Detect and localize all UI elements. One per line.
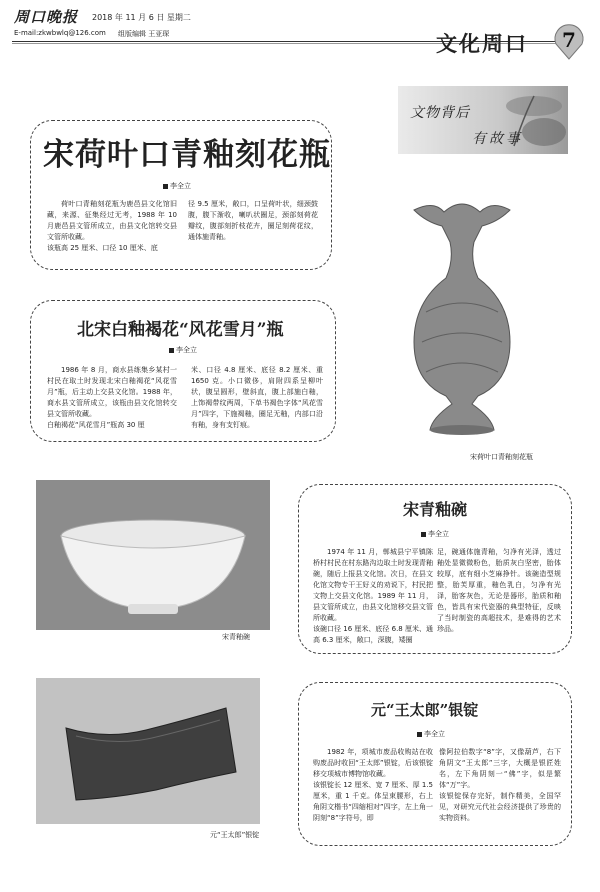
article-column-2: 像阿拉伯数字“8”字，又像葫芦，右下角阴文“王太郎”三字，大概是银匠姓名，左下角阴刻一“佛”字，似是繁体“万”字。 该银锭保存完好，制作精美，全国罕见，对研究元代社会经济提供了珍贵的实物资料。 xyxy=(439,748,561,822)
issue-date: 2018 年 11 月 6 日 星期二 xyxy=(92,13,191,22)
column-banner xyxy=(398,86,568,154)
byline-square-icon xyxy=(417,732,422,737)
section-title: 文化周口 xyxy=(436,31,528,56)
article-column-2: 米、口径 4.8 厘米、底径 8.2 厘米、重 1650 克。小口微侈，肩附四系呈柳叶状，腹呈圆形，壁斜直，腹上部施白釉，上饰褐带纹两周，下单书褐色字体“风花雪月”四字，下施褐釉，圈足无釉，内部口沿有釉，身有支钉痕。 xyxy=(191,366,323,429)
author-name: 李全立 xyxy=(428,530,449,538)
vase-caption: 宋荷叶口青釉刻花瓶 xyxy=(470,453,533,461)
article-title: 元“王太郎”银锭 xyxy=(371,701,479,719)
article-column-2: 足，碗通体施青釉，匀净有光泽，透过釉处显微微粉色，胎质灰白坚密，胎体较厚，底有细小芝麻挣针。该碗造型规整，胎芙厚重，釉色乳白，匀净有光泽，胎客灰色，无论是器形，胎质和釉色，皆具有宋代瓷器的典型特征，反映了当时制瓷的高超技术，是难得的艺术珍品。 xyxy=(437,548,561,633)
author-name: 李全立 xyxy=(170,182,191,190)
article-byline xyxy=(417,729,445,739)
byline-square-icon xyxy=(421,532,426,537)
article-column-1: 1986 年 8 月，商水县练集乡某村一村民在取土时发现北宋白釉褐花“风花雪月”瓶，后主动上交县文化馆。1988 年，商水县文管所成立，该瓶由县文化馆转交县文管所收藏。 白釉褐花“风花雪月”瓶高 30 厘 xyxy=(47,366,177,429)
article-column-1: 荷叶口青釉刻花瓶为鹿邑县文化馆旧藏，来源、征集经过无考，1988 年 10 月鹿邑县文管所成立，由县文化馆转交县文管所收藏。 该瓶高 25 厘米、口径 10 厘米、底 xyxy=(47,200,177,252)
article-title: 宋荷叶口青釉刻花瓶 xyxy=(43,137,331,173)
bowl-photo xyxy=(36,480,270,630)
byline-square-icon xyxy=(163,184,168,189)
article-byline xyxy=(163,181,191,191)
article-title: 宋青釉碗 xyxy=(403,500,468,519)
article-column-1: 1982 年，项城市废品收购站在收购废品时收回“王太郎”银锭，后该银锭移交项城市博物馆收藏。 该银锭长 12 厘米、宽 7 厘米、厚 1.5 厘米，重 1 千克。体呈束腰形，右上角阴文楷书“四缩相对”四字，左上角一阴刻“8”字符号，即 xyxy=(313,748,433,822)
author-name: 李全立 xyxy=(176,346,197,354)
editor-credit: 组版编辑 王亚琛 xyxy=(118,30,170,38)
article-byline xyxy=(421,529,449,539)
article-column-2: 径 9.5 厘米，敞口，口呈荷叶状，细颈鼓腹，腹下渐收，喇叭状圈足，颈部刻荷花瓣纹，腹部刻折枝花卉，圈足刻荷花纹，通体施青釉。 xyxy=(188,200,318,241)
article-column-1: 1974 年 11 月，郸城县宁平镇陈桥村村民在村东路沟边取土时发现青釉碗，随后上报县文化馆。次日，在县文化馆文物专干王好义的劝说下，村民把文物上交县文化馆。1989 年 11 月，县文管所成立，由县文化馆移交县文管所收藏。 该碗口径 16 厘米、底径 6.8 厘米、通高 6.3 厘米，敞口，深腹，矮圈 xyxy=(313,548,433,644)
article-celadon-bowl xyxy=(298,484,572,654)
article-wind-flower-vase xyxy=(30,300,336,442)
page-number: 7 xyxy=(562,28,576,52)
bowl-caption: 宋青釉碗 xyxy=(222,633,250,641)
article-vase xyxy=(30,120,332,270)
article-silver-ingot xyxy=(298,682,572,846)
banner-line-1: 文物背后 xyxy=(410,105,470,121)
vase-photo xyxy=(374,182,550,444)
newspaper-masthead: 周口晚报 xyxy=(14,8,79,26)
ingot-photo xyxy=(36,678,260,824)
article-title: 北宋白釉褐花“风花雪月”瓶 xyxy=(77,320,284,340)
byline-square-icon xyxy=(169,348,174,353)
contact-email: E-mail:zkwbwlq@126.com xyxy=(14,29,106,37)
article-byline xyxy=(169,345,197,355)
banner-line-2: 有故事 xyxy=(472,131,523,147)
ingot-caption: 元“王太郎”银锭 xyxy=(210,831,260,839)
author-name: 李全立 xyxy=(424,730,445,738)
page-header xyxy=(0,0,600,74)
